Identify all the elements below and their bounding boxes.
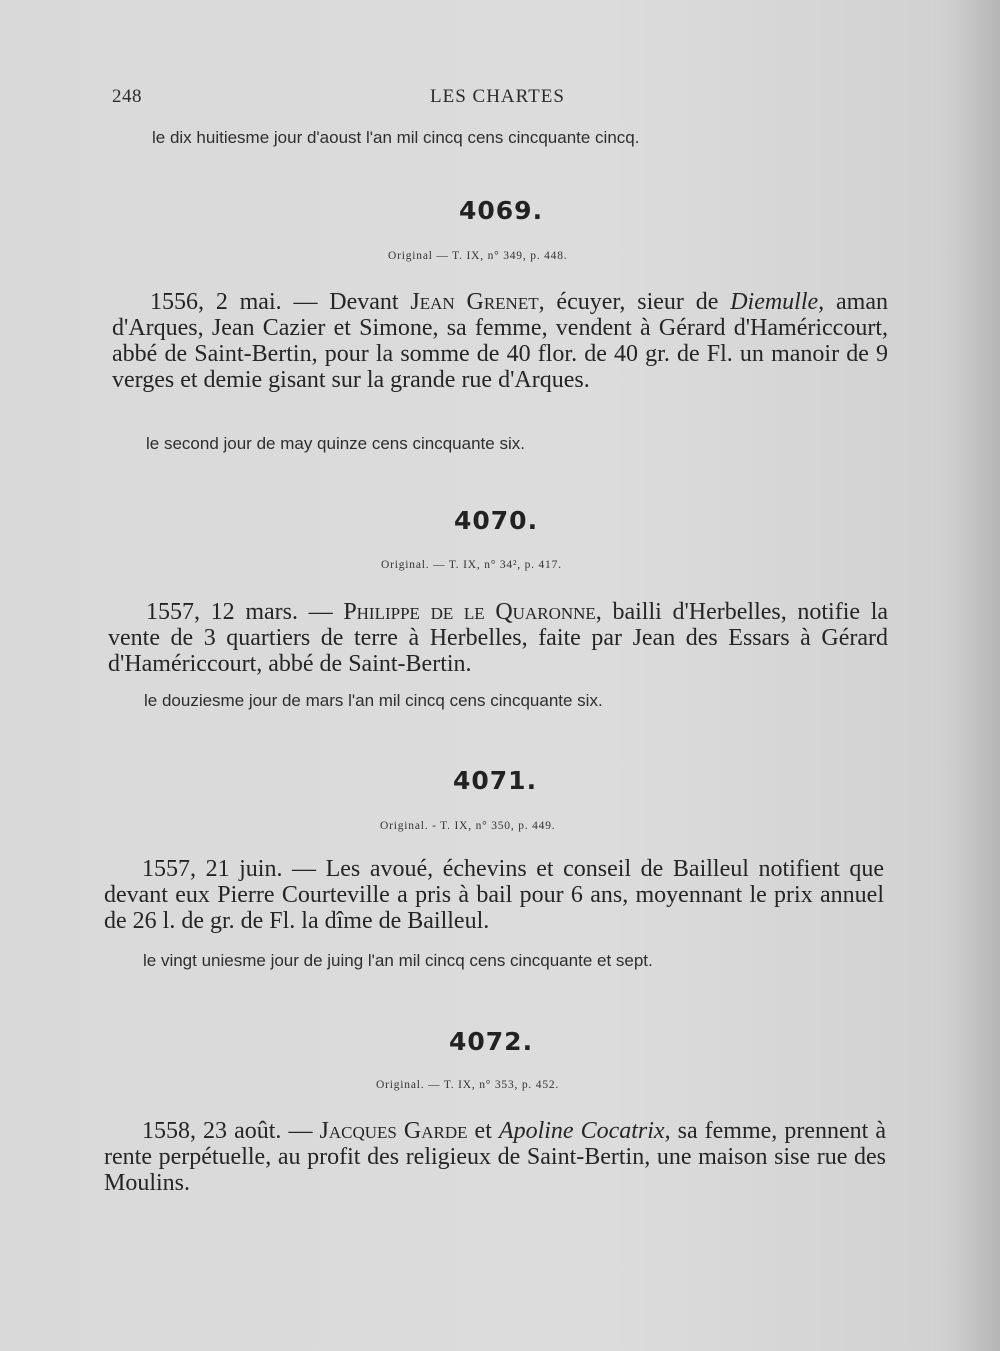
page-gutter-shadow: [954, 0, 1000, 1351]
charter-source-4069: Original — T. IX, n° 349, p. 448.: [388, 250, 568, 262]
charter-quote-4071: le vingt uniesme jour de juing l'an mil cincq cens cincquante et sept.: [143, 951, 653, 970]
page-header: [112, 86, 892, 112]
place-name: Diemulle,: [730, 289, 825, 315]
charter-date: 1558, 23 août. —: [142, 1118, 313, 1144]
charter-summary-4069: 1556, 2 mai. — Devant Jean Grenet, écuyer, sieur de Diemulle, aman d'Arques, Jean Cazier et Simone, sa femme, vendent à Gérard d'Hamériccourt, abbé de Saint-Bertin, pour la somme de 40 flor. de 40 gr. de Fl. un manoir de 9 verges et demie gisant sur la grande rue d'Arques.: [112, 289, 888, 393]
running-title: LES CHARTES: [430, 86, 565, 107]
charter-summary-4070: 1557, 12 mars. — Philippe de le Quaronne, bailli d'Herbelles, notifie la vente de 3 quartiers de terre à Herbelles, faite par Jean des Essars à Gérard d'Hamériccourt, abbé de Saint-Bertin.: [108, 599, 889, 677]
charter-date: 1557, 12 mars. —: [146, 599, 333, 625]
charter-date: 1557, 21 juin. —: [142, 856, 317, 882]
charter-source-4070: Original. — T. IX, n° 34², p. 417.: [381, 559, 562, 571]
person-name: Jean Grenet: [410, 289, 539, 315]
charter-summary-4071: 1557, 21 juin. — Les avoué, échevins et conseil de Bailleul notifient que devant eux Pierre Courteville a pris à bail pour 6 ans, moyennant le prix annuel de 26 l. de gr. de Fl. la dîme de Bailleul.: [104, 856, 884, 934]
charter-quote-4070: le douziesme jour de mars l'an mil cincq cens cincquante six.: [144, 691, 603, 710]
charter-number-4069: 4069.: [459, 196, 544, 225]
charter-quote-4069: le second jour de may quinze cens cincquante six.: [146, 434, 525, 453]
person-name: Philippe de le Quaronne: [343, 599, 596, 625]
charter-number-4070: 4070.: [454, 506, 539, 535]
charter-summary-4072: 1558, 23 août. — Jacques Garde et Apoline Cocatrix, sa femme, prennent à rente perpétuelle, au profit des religieux de Saint-Bertin, une maison sise rue des Moulins.: [104, 1118, 886, 1196]
charter-source-4072: Original. — T. IX, n° 353, p. 452.: [376, 1079, 560, 1091]
opening-quote: le dix huitiesme jour d'aoust l'an mil cincq cens cincquante cincq.: [152, 128, 640, 147]
charter-number-4072: 4072.: [449, 1027, 534, 1056]
charter-number-4071: 4071.: [453, 766, 538, 795]
page-number: 248: [112, 86, 142, 107]
person-name-italic: Apoline Cocatrix,: [498, 1118, 671, 1144]
charter-date: 1556, 2 mai. —: [150, 289, 318, 315]
charter-source-4071: Original. - T. IX, n° 350, p. 449.: [380, 820, 556, 832]
person-name: Jacques Garde: [319, 1118, 468, 1144]
